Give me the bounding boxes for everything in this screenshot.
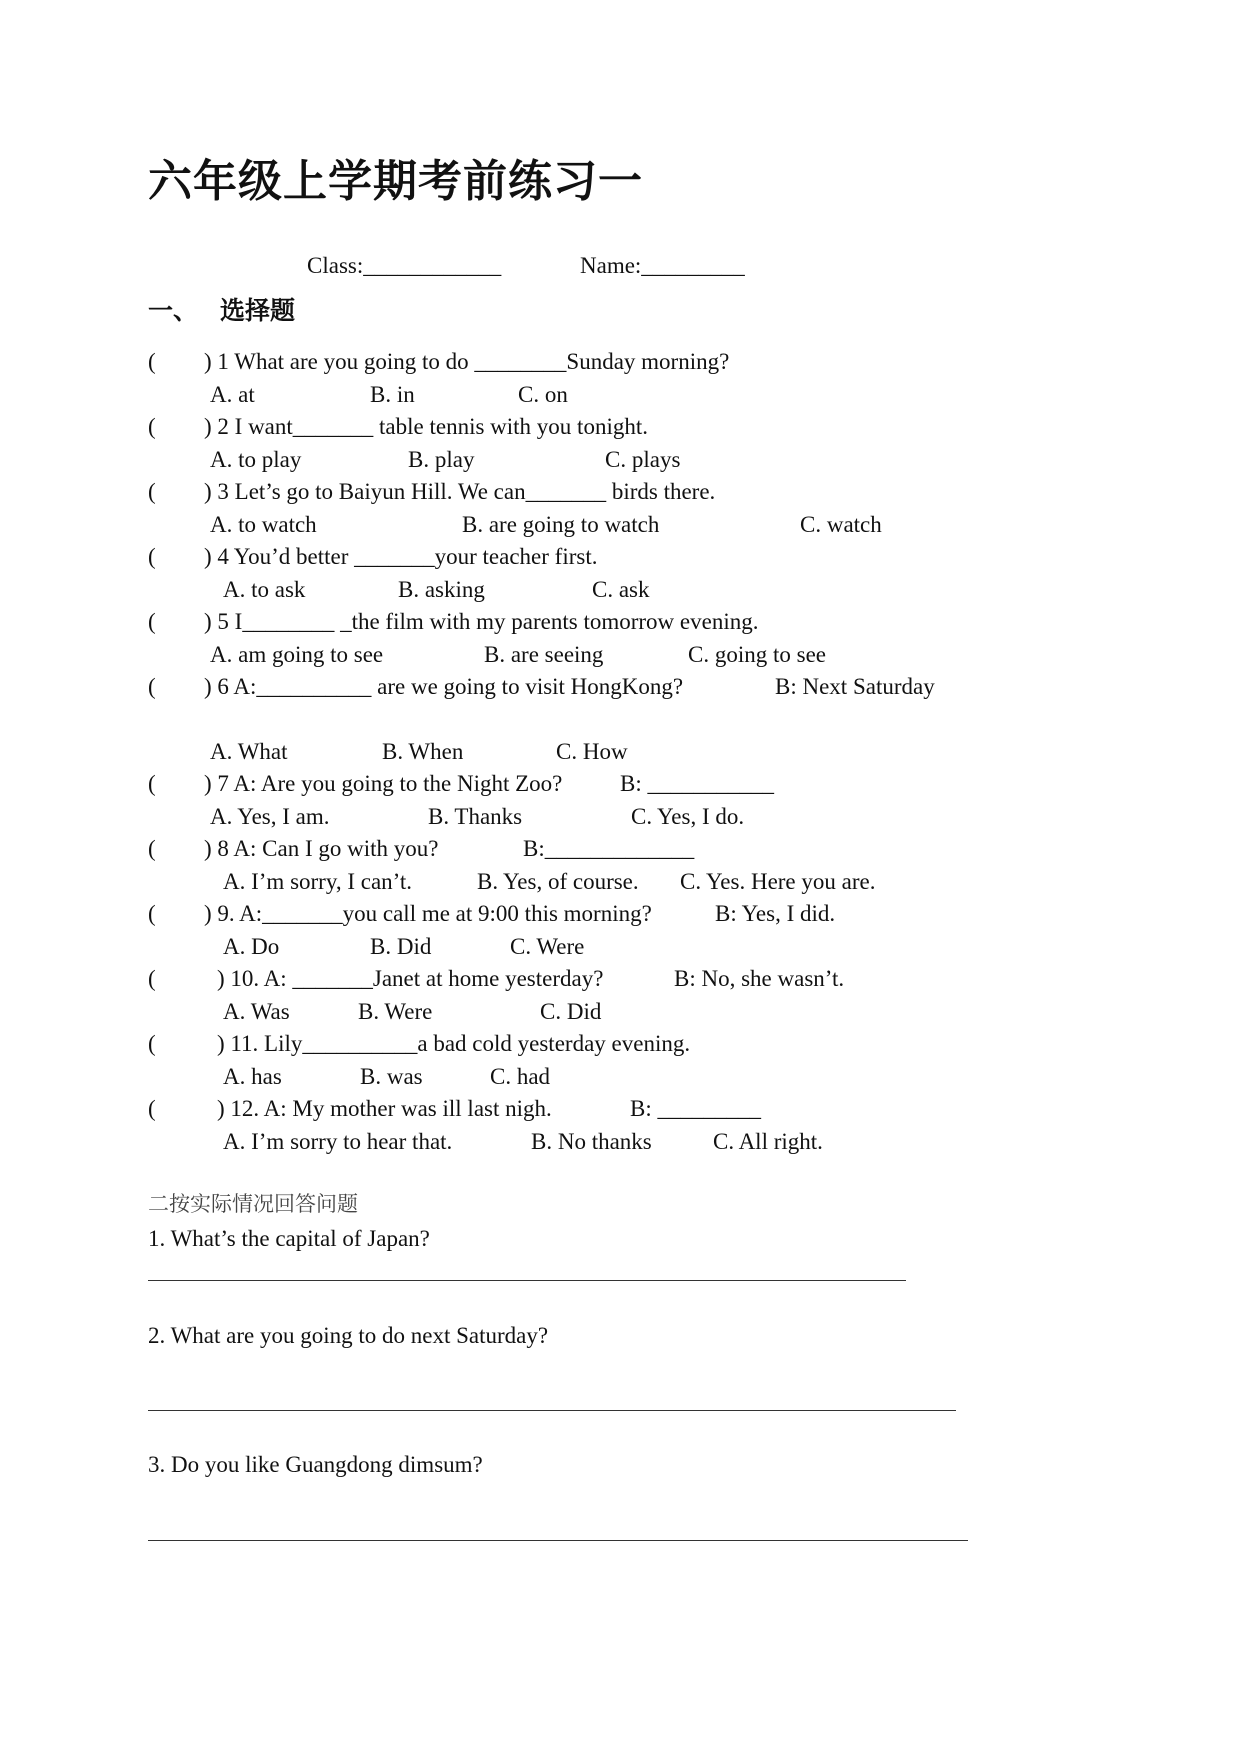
option-6a: A. What — [210, 739, 288, 764]
answer-question-2: 2. What are you going to do next Saturday? — [148, 1323, 549, 1348]
question-stem-1: ) 1 What are you going to do ________Sunday morning? — [204, 349, 730, 374]
option-3b: B. are going to watch — [462, 512, 660, 537]
answer-paren: ( — [148, 609, 156, 634]
option-6c: C. How — [556, 739, 628, 764]
answer-line-3 — [148, 1540, 968, 1541]
option-4b: B. asking — [398, 577, 485, 602]
option-11c: C. had — [490, 1064, 551, 1089]
question-stem-9-b: B: Yes, I did. — [715, 901, 836, 926]
answer-paren: ( — [148, 1096, 156, 1121]
option-1a: A. at — [210, 382, 255, 407]
option-4a: A. to ask — [223, 577, 306, 602]
answer-line-2 — [148, 1410, 956, 1411]
option-3c: C. watch — [800, 512, 882, 537]
option-12a: A. I’m sorry to hear that. — [223, 1129, 453, 1154]
option-2a: A. to play — [210, 447, 302, 472]
answer-question-3: 3. Do you like Guangdong dimsum? — [148, 1452, 483, 1477]
answer-line-1 — [148, 1280, 906, 1281]
option-8a: A. I’m sorry, I can’t. — [223, 869, 413, 894]
option-9b: B. Did — [370, 934, 432, 959]
option-6b: B. When — [382, 739, 464, 764]
answer-paren: ( — [148, 674, 156, 699]
option-8c: C. Yes. Here you are. — [680, 869, 876, 894]
option-9c: C. Were — [510, 934, 585, 959]
answer-question-1: 1. What’s the capital of Japan? — [148, 1226, 430, 1251]
option-9a: A. Do — [223, 934, 280, 959]
option-10c: C. Did — [540, 999, 602, 1024]
question-stem-9: ) 9. A:_______you call me at 9:00 this morning? — [204, 901, 652, 926]
option-12b: B. No thanks — [531, 1129, 652, 1154]
option-4c: C. ask — [592, 577, 650, 602]
name-field-label: Name:_________ — [580, 253, 745, 278]
option-12c: C. All right. — [713, 1129, 823, 1154]
class-field-label: Class:____________ — [307, 253, 502, 278]
answer-paren: ( — [148, 771, 156, 796]
question-stem-11: ) 11. Lily__________a bad cold yesterday evening. — [217, 1031, 691, 1056]
option-5a: A. am going to see — [210, 642, 384, 667]
answer-paren: ( — [148, 1031, 156, 1056]
option-10a: A. Was — [223, 999, 290, 1024]
option-11a: A. has — [223, 1064, 282, 1089]
answer-paren: ( — [148, 836, 156, 861]
question-stem-6-b: B: Next Saturday — [775, 674, 935, 699]
section-one-number: 一、 — [148, 296, 199, 325]
option-7c: C. Yes, I do. — [631, 804, 745, 829]
answer-paren: ( — [148, 544, 156, 569]
question-stem-8-b: B:_____________ — [523, 836, 695, 861]
section-one-heading: 选择题 — [220, 296, 296, 325]
question-stem-2: ) 2 I want_______ table tennis with you tonight. — [204, 414, 648, 439]
option-1c: C. on — [518, 382, 568, 407]
question-stem-5: ) 5 I________ _the film with my parents tomorrow evening. — [204, 609, 759, 634]
option-10b: B. Were — [358, 999, 433, 1024]
answer-paren: ( — [148, 479, 156, 504]
answer-paren: ( — [148, 349, 156, 374]
question-stem-3: ) 3 Let’s go to Baiyun Hill. We can_______ birds there. — [204, 479, 716, 504]
option-5b: B. are seeing — [484, 642, 604, 667]
page-title: 六年级上学期考前练习一 — [148, 156, 643, 207]
option-1b: B. in — [370, 382, 415, 407]
answer-paren: ( — [148, 966, 156, 991]
section-two-heading: 二按实际情况回答问题 — [148, 1192, 358, 1216]
option-2c: C. plays — [605, 447, 681, 472]
option-8b: B. Yes, of course. — [477, 869, 639, 894]
option-7b: B. Thanks — [428, 804, 523, 829]
answer-paren: ( — [148, 414, 156, 439]
question-stem-8: ) 8 A: Can I go with you? — [204, 836, 439, 861]
question-stem-7: ) 7 A: Are you going to the Night Zoo? — [204, 771, 563, 796]
answer-paren: ( — [148, 901, 156, 926]
option-5c: C. going to see — [688, 642, 826, 667]
option-3a: A. to watch — [210, 512, 317, 537]
question-stem-4: ) 4 You’d better _______your teacher first. — [204, 544, 598, 569]
question-stem-10-b: B: No, she wasn’t. — [674, 966, 845, 991]
question-stem-12-b: B: _________ — [630, 1096, 761, 1121]
option-11b: B. was — [360, 1064, 423, 1089]
question-stem-10: ) 10. A: _______Janet at home yesterday? — [217, 966, 604, 991]
option-7a: A. Yes, I am. — [210, 804, 330, 829]
question-stem-7-b: B: ___________ — [620, 771, 774, 796]
question-stem-12: ) 12. A: My mother was ill last nigh. — [217, 1096, 552, 1121]
question-stem-6: ) 6 A:__________ are we going to visit HongKong? — [204, 674, 684, 699]
option-2b: B. play — [408, 447, 475, 472]
